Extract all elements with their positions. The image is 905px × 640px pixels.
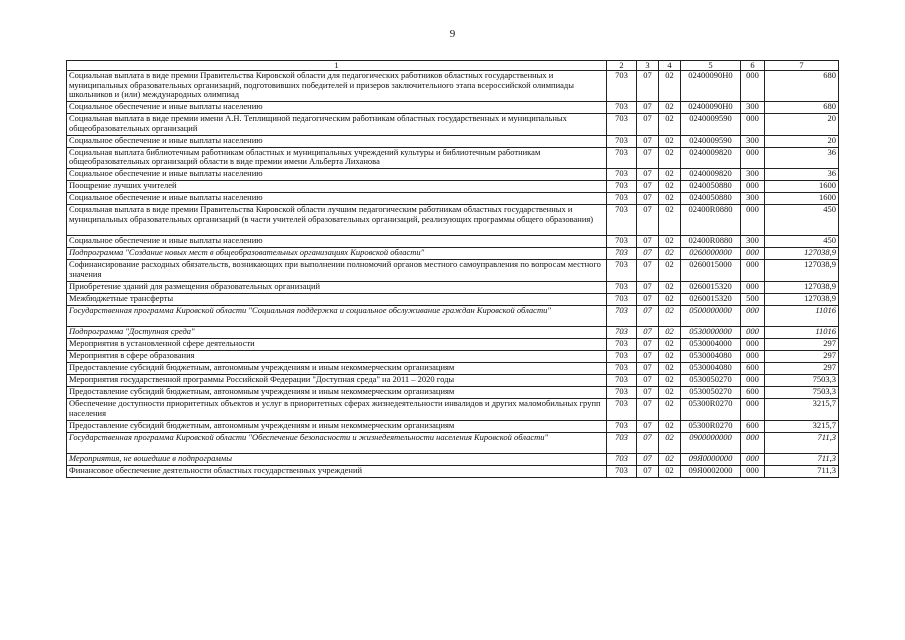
table-row xyxy=(67,432,839,454)
row-expense-type-cell: 000 xyxy=(741,432,765,454)
row-name-cell: Приобретение зданий для размещения образовательных организаций xyxy=(67,281,607,293)
row-expense-type-cell: 000 xyxy=(741,375,765,387)
row-section-cell: 07 xyxy=(637,420,659,432)
row-expense-type-cell: 600 xyxy=(741,420,765,432)
row-amount-cell: 1600 xyxy=(765,193,839,205)
row-name-cell: Софинансирование расходных обязательств, возникающих при выполнении полномочий органов местного самоуправления по вопросам местного значения xyxy=(67,260,607,282)
table-row xyxy=(67,281,839,293)
row-amount-cell: 3215,7 xyxy=(765,420,839,432)
row-section-cell: 07 xyxy=(637,147,659,169)
row-name-cell: Социальное обеспечение и иные выплаты населению xyxy=(67,135,607,147)
row-amount-cell: 3215,7 xyxy=(765,399,839,421)
row-expense-type-cell: 600 xyxy=(741,387,765,399)
row-expense-type-cell: 000 xyxy=(741,281,765,293)
row-section-cell: 07 xyxy=(637,205,659,236)
header-cell: 4 xyxy=(659,61,681,71)
row-expense-type-cell: 300 xyxy=(741,236,765,248)
row-target-article-cell: 02400090Н0 xyxy=(681,71,741,102)
row-name-cell: Предоставление субсидий бюджетным, автономным учреждениям и иным некоммерческим организациям xyxy=(67,363,607,375)
row-subsection-cell: 02 xyxy=(659,236,681,248)
table-row xyxy=(67,135,839,147)
table-row xyxy=(67,114,839,136)
row-expense-type-cell: 300 xyxy=(741,102,765,114)
row-code-cell: 703 xyxy=(607,260,637,282)
row-amount-cell: 20 xyxy=(765,114,839,136)
row-amount-cell: 127038,9 xyxy=(765,248,839,260)
row-subsection-cell: 02 xyxy=(659,454,681,466)
row-name-cell: Поощрение лучших учителей xyxy=(67,181,607,193)
row-subsection-cell: 02 xyxy=(659,363,681,375)
row-section-cell: 07 xyxy=(637,135,659,147)
row-subsection-cell: 02 xyxy=(659,375,681,387)
row-target-article-cell: 0530000000 xyxy=(681,327,741,339)
table-row xyxy=(67,236,839,248)
row-subsection-cell: 02 xyxy=(659,305,681,327)
row-subsection-cell: 02 xyxy=(659,387,681,399)
row-subsection-cell: 02 xyxy=(659,420,681,432)
page-number: 9 xyxy=(449,28,456,40)
table-row xyxy=(67,327,839,339)
row-expense-type-cell: 000 xyxy=(741,327,765,339)
table-row xyxy=(67,363,839,375)
row-amount-cell: 7503,3 xyxy=(765,375,839,387)
table-row xyxy=(67,305,839,327)
row-name-cell: Социальное обеспечение и иные выплаты населению xyxy=(67,236,607,248)
table-row xyxy=(67,466,839,478)
row-amount-cell: 680 xyxy=(765,102,839,114)
row-section-cell: 07 xyxy=(637,432,659,454)
row-name-cell: Социальная выплата в виде премии имени А.Н. Теплищиной педагогическим работникам областных государственных и муниципальных общеобразовательных организаций xyxy=(67,114,607,136)
header-cell: 3 xyxy=(637,61,659,71)
row-code-cell: 703 xyxy=(607,375,637,387)
row-subsection-cell: 02 xyxy=(659,193,681,205)
row-target-article-cell: 0530004080 xyxy=(681,351,741,363)
row-expense-type-cell: 000 xyxy=(741,351,765,363)
row-section-cell: 07 xyxy=(637,260,659,282)
row-section-cell: 07 xyxy=(637,193,659,205)
row-expense-type-cell: 000 xyxy=(741,181,765,193)
row-section-cell: 07 xyxy=(637,236,659,248)
table-row xyxy=(67,71,839,102)
row-subsection-cell: 02 xyxy=(659,181,681,193)
table-row xyxy=(67,420,839,432)
row-name-cell: Социальное обеспечение и иные выплаты населению xyxy=(67,102,607,114)
table-row xyxy=(67,102,839,114)
row-name-cell: Предоставление субсидий бюджетным, автономным учреждениям и иным некоммерческим организациям xyxy=(67,387,607,399)
row-target-article-cell: 05300R0270 xyxy=(681,399,741,421)
header-cell: 5 xyxy=(681,61,741,71)
row-section-cell: 07 xyxy=(637,339,659,351)
table-row xyxy=(67,454,839,466)
row-target-article-cell: 0240009820 xyxy=(681,169,741,181)
row-target-article-cell: 09Я0000000 xyxy=(681,454,741,466)
row-name-cell: Социальное обеспечение и иные выплаты населению xyxy=(67,169,607,181)
row-expense-type-cell: 000 xyxy=(741,260,765,282)
budget-table xyxy=(66,60,839,478)
row-amount-cell: 711,3 xyxy=(765,454,839,466)
row-expense-type-cell: 000 xyxy=(741,248,765,260)
row-amount-cell: 297 xyxy=(765,339,839,351)
row-subsection-cell: 02 xyxy=(659,399,681,421)
row-target-article-cell: 0260015000 xyxy=(681,260,741,282)
row-subsection-cell: 02 xyxy=(659,71,681,102)
row-section-cell: 07 xyxy=(637,293,659,305)
row-code-cell: 703 xyxy=(607,169,637,181)
row-name-cell: Межбюджетные трансферты xyxy=(67,293,607,305)
row-subsection-cell: 02 xyxy=(659,327,681,339)
row-expense-type-cell: 000 xyxy=(741,147,765,169)
row-target-article-cell: 09Я0002000 xyxy=(681,466,741,478)
row-code-cell: 703 xyxy=(607,420,637,432)
row-expense-type-cell: 000 xyxy=(741,399,765,421)
row-subsection-cell: 02 xyxy=(659,260,681,282)
row-code-cell: 703 xyxy=(607,181,637,193)
row-target-article-cell: 02400R0880 xyxy=(681,205,741,236)
row-target-article-cell: 0530004080 xyxy=(681,363,741,375)
row-name-cell: Социальная выплата библиотечным работникам областных и муниципальных учреждений культуры и библиотечным работникам общеобразовательных организаций области в виде премии имени Альберта Лиханова xyxy=(67,147,607,169)
row-code-cell: 703 xyxy=(607,147,637,169)
row-expense-type-cell: 500 xyxy=(741,293,765,305)
row-target-article-cell: 05300R0270 xyxy=(681,420,741,432)
row-name-cell: Мероприятия государственной программы Российской Федерации "Доступная среда" на 2011 – 2020 годы xyxy=(67,375,607,387)
row-code-cell: 703 xyxy=(607,193,637,205)
row-amount-cell: 20 xyxy=(765,135,839,147)
row-code-cell: 703 xyxy=(607,102,637,114)
row-amount-cell: 36 xyxy=(765,169,839,181)
row-section-cell: 07 xyxy=(637,281,659,293)
row-subsection-cell: 02 xyxy=(659,248,681,260)
row-expense-type-cell: 300 xyxy=(741,135,765,147)
row-expense-type-cell: 000 xyxy=(741,466,765,478)
row-expense-type-cell: 300 xyxy=(741,193,765,205)
header-cell: 2 xyxy=(607,61,637,71)
row-target-article-cell: 0530050270 xyxy=(681,375,741,387)
row-target-article-cell: 0260015320 xyxy=(681,293,741,305)
row-section-cell: 07 xyxy=(637,466,659,478)
row-subsection-cell: 02 xyxy=(659,147,681,169)
row-code-cell: 703 xyxy=(607,466,637,478)
row-code-cell: 703 xyxy=(607,248,637,260)
row-name-cell: Мероприятия в установленной сфере деятельности xyxy=(67,339,607,351)
row-name-cell: Мероприятия, не вошедшие в подпрограммы xyxy=(67,454,607,466)
row-code-cell: 703 xyxy=(607,327,637,339)
row-code-cell: 703 xyxy=(607,236,637,248)
row-amount-cell: 1600 xyxy=(765,181,839,193)
row-code-cell: 703 xyxy=(607,432,637,454)
row-subsection-cell: 02 xyxy=(659,339,681,351)
row-target-article-cell: 0500000000 xyxy=(681,305,741,327)
row-subsection-cell: 02 xyxy=(659,169,681,181)
row-subsection-cell: 02 xyxy=(659,293,681,305)
row-code-cell: 703 xyxy=(607,351,637,363)
row-name-cell: Государственная программа Кировской области "Социальная поддержка и социальное обслуживание граждан Кировской области" xyxy=(67,305,607,327)
table-row xyxy=(67,147,839,169)
row-section-cell: 07 xyxy=(637,181,659,193)
row-expense-type-cell: 000 xyxy=(741,339,765,351)
row-expense-type-cell: 600 xyxy=(741,363,765,375)
table-row xyxy=(67,351,839,363)
row-expense-type-cell: 000 xyxy=(741,71,765,102)
row-section-cell: 07 xyxy=(637,327,659,339)
row-amount-cell: 680 xyxy=(765,71,839,102)
row-expense-type-cell: 000 xyxy=(741,205,765,236)
row-section-cell: 07 xyxy=(637,375,659,387)
row-target-article-cell: 0530050270 xyxy=(681,387,741,399)
row-amount-cell: 297 xyxy=(765,363,839,375)
row-code-cell: 703 xyxy=(607,399,637,421)
row-target-article-cell: 0260015320 xyxy=(681,281,741,293)
row-amount-cell: 711,3 xyxy=(765,432,839,454)
row-code-cell: 703 xyxy=(607,339,637,351)
row-amount-cell: 127038,9 xyxy=(765,293,839,305)
row-code-cell: 703 xyxy=(607,135,637,147)
row-name-cell: Социальная выплата в виде премии Правительства Кировской области лучшим педагогическим работникам областных государственных и муниципальных образовательных организаций (в части учителей образовательных организаций, реализующих программы общего образования) xyxy=(67,205,607,236)
row-amount-cell: 711,3 xyxy=(765,466,839,478)
row-target-article-cell: 0240050880 xyxy=(681,193,741,205)
row-section-cell: 07 xyxy=(637,102,659,114)
row-section-cell: 07 xyxy=(637,114,659,136)
row-target-article-cell: 0530004000 xyxy=(681,339,741,351)
row-subsection-cell: 02 xyxy=(659,281,681,293)
row-amount-cell: 297 xyxy=(765,351,839,363)
row-section-cell: 07 xyxy=(637,71,659,102)
table-row xyxy=(67,387,839,399)
row-section-cell: 07 xyxy=(637,399,659,421)
row-target-article-cell: 0240050880 xyxy=(681,181,741,193)
row-expense-type-cell: 000 xyxy=(741,305,765,327)
row-section-cell: 07 xyxy=(637,351,659,363)
table-row xyxy=(67,181,839,193)
row-expense-type-cell: 300 xyxy=(741,169,765,181)
row-section-cell: 07 xyxy=(637,454,659,466)
row-amount-cell: 450 xyxy=(765,205,839,236)
row-code-cell: 703 xyxy=(607,363,637,375)
row-name-cell: Обеспечение доступности приоритетных объектов и услуг в приоритетных сферах жизнедеятельности инвалидов и других маломобильных групп населения xyxy=(67,399,607,421)
row-amount-cell: 7503,3 xyxy=(765,387,839,399)
row-target-article-cell: 02400090Н0 xyxy=(681,102,741,114)
row-name-cell: Мероприятия в сфере образования xyxy=(67,351,607,363)
row-section-cell: 07 xyxy=(637,363,659,375)
row-code-cell: 703 xyxy=(607,114,637,136)
header-cell: 7 xyxy=(765,61,839,71)
row-target-article-cell: 0240009590 xyxy=(681,114,741,136)
row-subsection-cell: 02 xyxy=(659,351,681,363)
row-subsection-cell: 02 xyxy=(659,135,681,147)
row-target-article-cell: 0260000000 xyxy=(681,248,741,260)
row-target-article-cell: 02400R0880 xyxy=(681,236,741,248)
row-amount-cell: 11016 xyxy=(765,327,839,339)
row-subsection-cell: 02 xyxy=(659,205,681,236)
row-subsection-cell: 02 xyxy=(659,466,681,478)
table-header-row xyxy=(67,61,839,71)
table-row xyxy=(67,260,839,282)
header-cell: 1 xyxy=(67,61,607,71)
row-expense-type-cell: 000 xyxy=(741,454,765,466)
row-expense-type-cell: 000 xyxy=(741,114,765,136)
row-code-cell: 703 xyxy=(607,305,637,327)
table-row xyxy=(67,339,839,351)
row-target-article-cell: 0240009820 xyxy=(681,147,741,169)
row-name-cell: Предоставление субсидий бюджетным, автономным учреждениям и иным некоммерческим организациям xyxy=(67,420,607,432)
row-name-cell: Социальное обеспечение и иные выплаты населению xyxy=(67,193,607,205)
row-target-article-cell: 0900000000 xyxy=(681,432,741,454)
row-code-cell: 703 xyxy=(607,205,637,236)
row-code-cell: 703 xyxy=(607,454,637,466)
row-amount-cell: 36 xyxy=(765,147,839,169)
table-row xyxy=(67,205,839,236)
row-section-cell: 07 xyxy=(637,248,659,260)
row-section-cell: 07 xyxy=(637,169,659,181)
row-subsection-cell: 02 xyxy=(659,432,681,454)
table-row xyxy=(67,375,839,387)
row-subsection-cell: 02 xyxy=(659,114,681,136)
row-name-cell: Социальная выплата в виде премии Правительства Кировской области для педагогических работников областных государственных и муниципальных образовательных организаций, подготовивших победителей и призеров заключительного этапа всероссийской олимпиады школьников и (или) международных олимпиад xyxy=(67,71,607,102)
table-row xyxy=(67,193,839,205)
row-code-cell: 703 xyxy=(607,71,637,102)
row-name-cell: Финансовое обеспечение деятельности областных государственных учреждений xyxy=(67,466,607,478)
row-target-article-cell: 0240009590 xyxy=(681,135,741,147)
table-row xyxy=(67,169,839,181)
table-row xyxy=(67,399,839,421)
header-cell: 6 xyxy=(741,61,765,71)
row-section-cell: 07 xyxy=(637,305,659,327)
row-code-cell: 703 xyxy=(607,387,637,399)
row-amount-cell: 450 xyxy=(765,236,839,248)
row-name-cell: Подпрограмма "Создание новых мест в общеобразовательных организациях Кировской области" xyxy=(67,248,607,260)
row-name-cell: Подпрограмма "Доступная среда" xyxy=(67,327,607,339)
table-row xyxy=(67,293,839,305)
row-code-cell: 703 xyxy=(607,281,637,293)
row-name-cell: Государственная программа Кировской области "Обеспечение безопасности и жизнедеятельности населения Кировской области" xyxy=(67,432,607,454)
row-amount-cell: 127038,9 xyxy=(765,281,839,293)
table-row xyxy=(67,248,839,260)
row-code-cell: 703 xyxy=(607,293,637,305)
row-section-cell: 07 xyxy=(637,387,659,399)
row-subsection-cell: 02 xyxy=(659,102,681,114)
row-amount-cell: 11016 xyxy=(765,305,839,327)
row-amount-cell: 127038,9 xyxy=(765,260,839,282)
